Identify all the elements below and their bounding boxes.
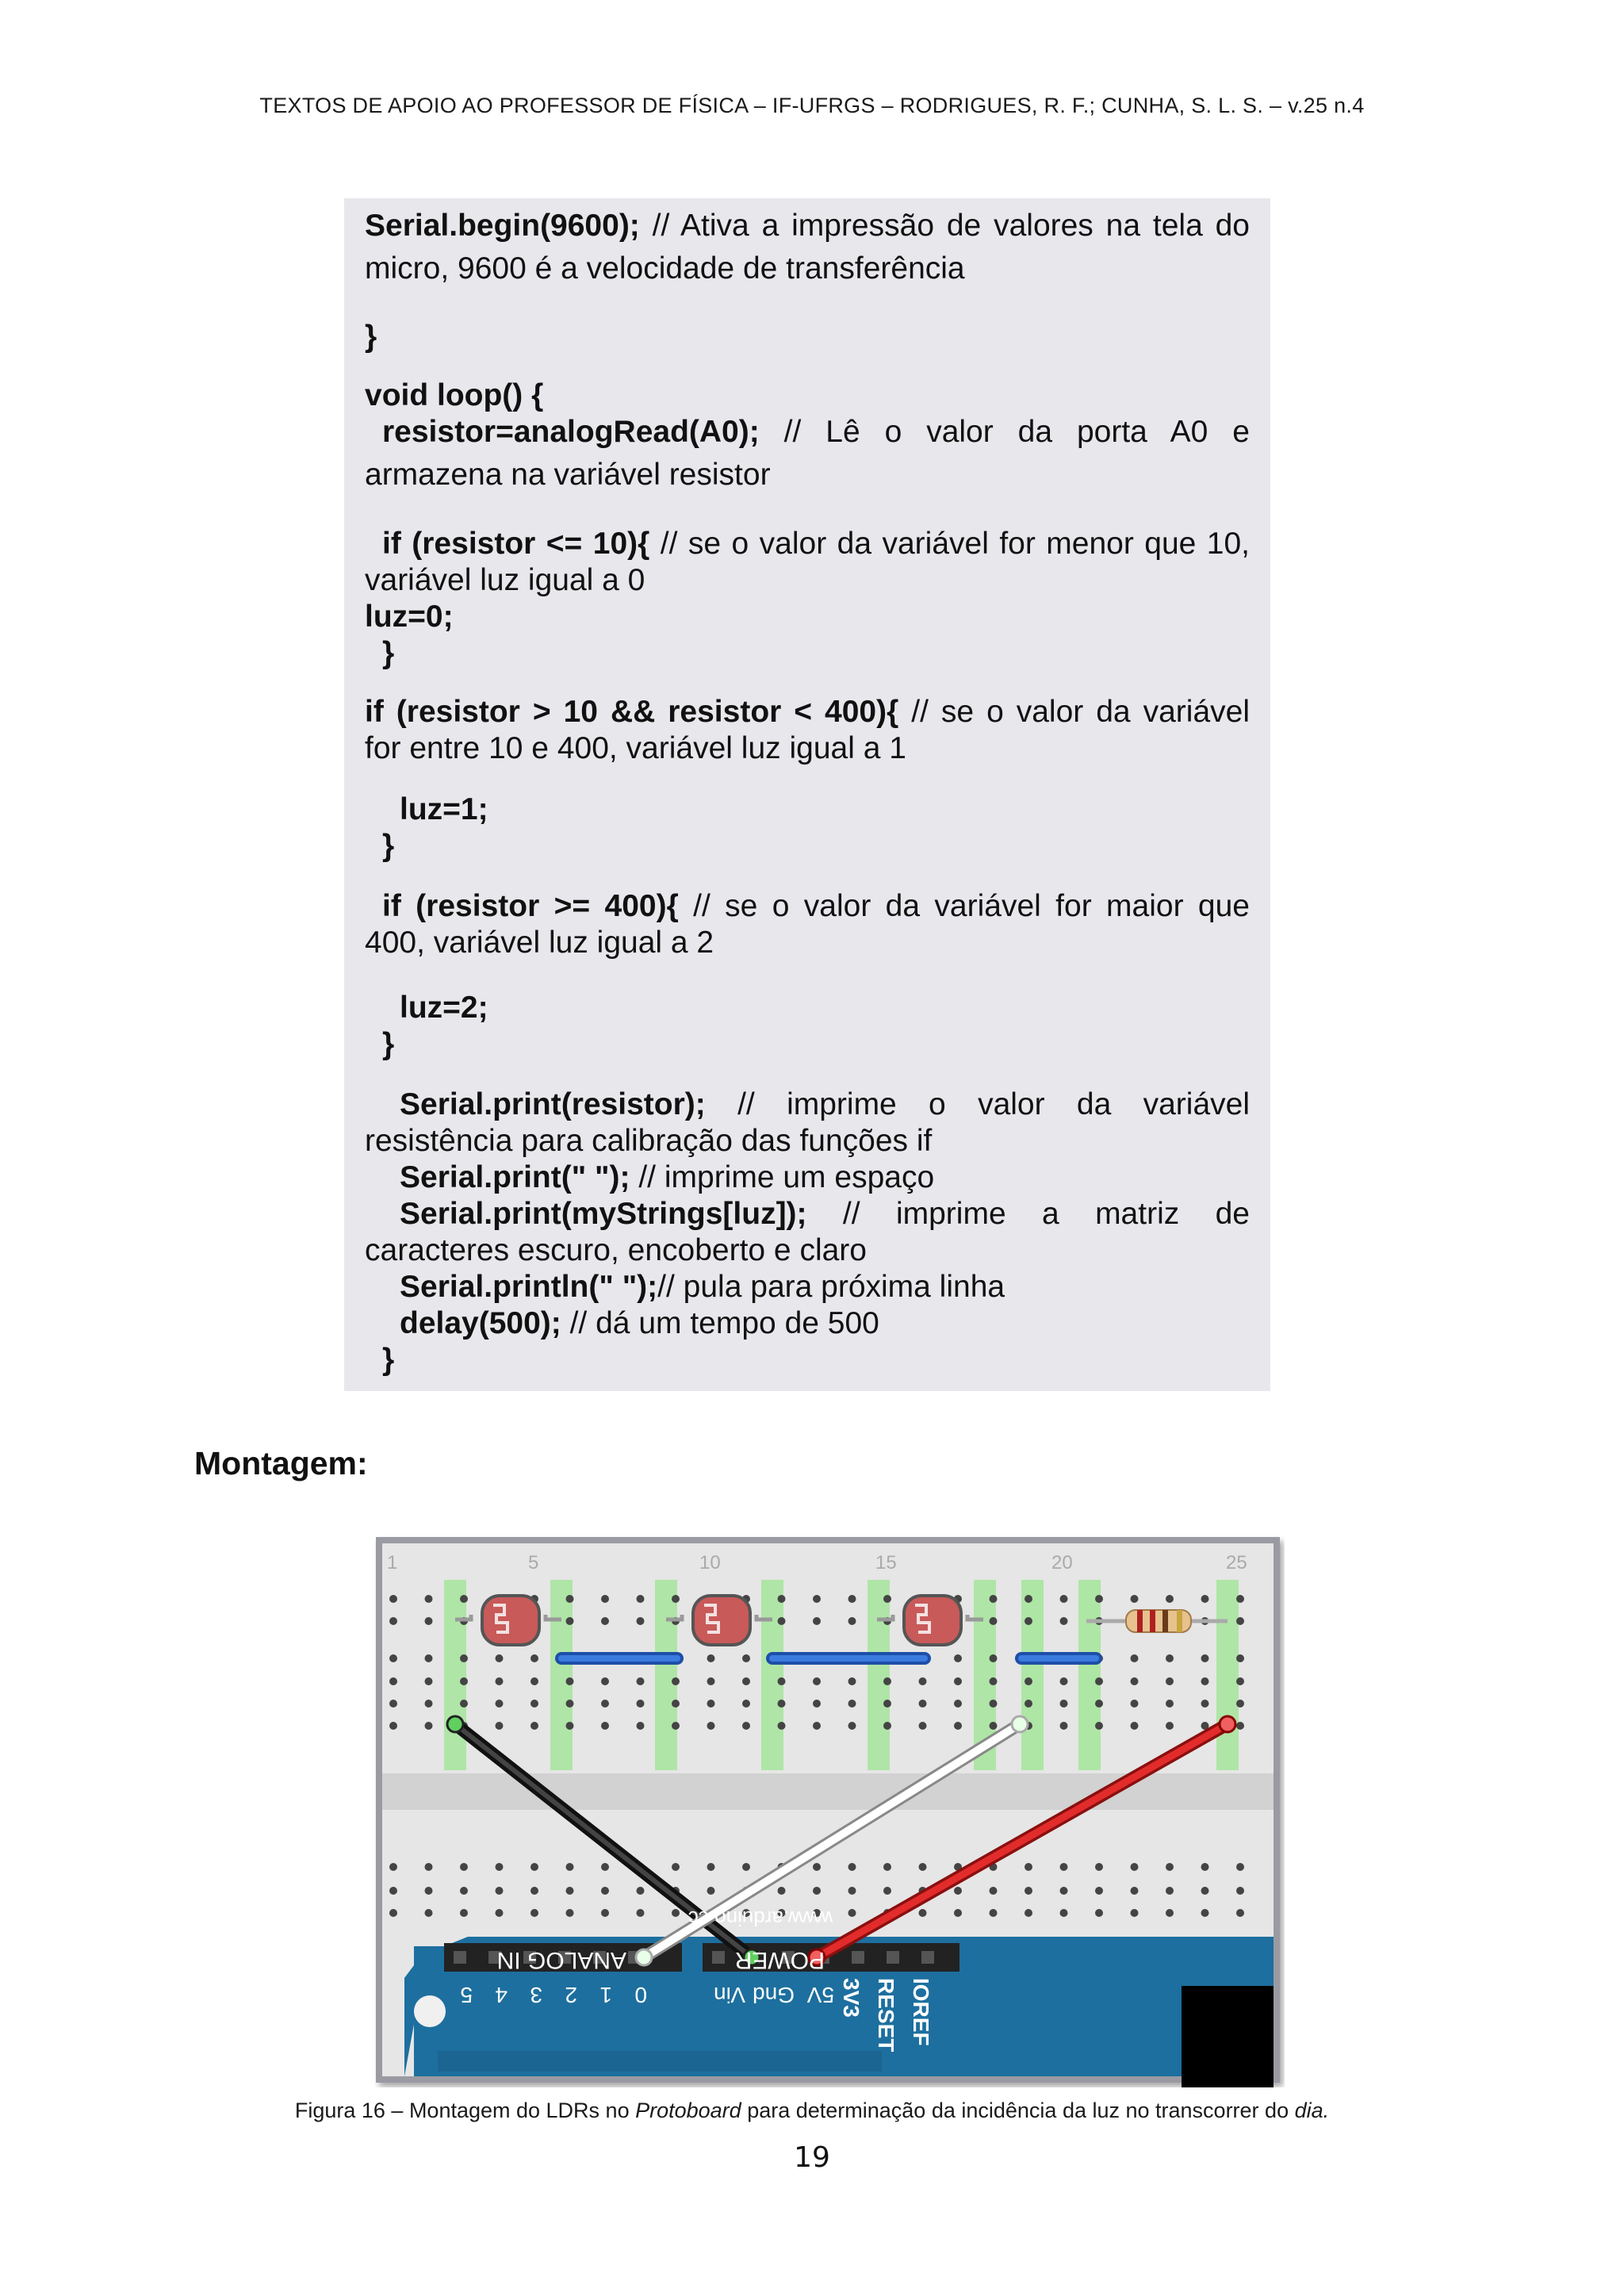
breadboard-hole xyxy=(813,1887,821,1895)
breadboard-hole xyxy=(566,1909,574,1917)
breadboard-hole xyxy=(566,1887,574,1895)
breadboard-hole xyxy=(707,1677,715,1685)
breadboard-hole xyxy=(707,1863,715,1871)
breadboard-hole xyxy=(566,1863,574,1871)
breadboard-hole xyxy=(1236,1722,1244,1730)
breadboard-hole xyxy=(813,1617,821,1625)
section-title: Montagem: xyxy=(194,1445,368,1481)
breadboard-hole xyxy=(389,1595,397,1603)
breadboard-hole xyxy=(742,1700,750,1708)
breadboard-hole xyxy=(990,1595,998,1603)
breadboard-hole xyxy=(990,1909,998,1917)
breadboard-hole xyxy=(990,1654,998,1662)
breadboard-hole xyxy=(778,1595,786,1603)
breadboard-hole xyxy=(1095,1863,1103,1871)
breadboard-hole xyxy=(1166,1909,1174,1917)
breadboard-hole xyxy=(425,1700,433,1708)
code-line: Serial.print(resistor); // imprime o valor da variável xyxy=(400,1087,1250,1121)
breadboard-hole xyxy=(389,1654,397,1662)
code-line: caracteres escuro, encoberto e claro xyxy=(365,1233,867,1267)
breadboard-hole xyxy=(707,1700,715,1708)
breadboard-hole xyxy=(1095,1677,1103,1685)
breadboard-hole xyxy=(601,1617,609,1625)
breadboard-hole xyxy=(601,1863,609,1871)
breadboard-hole xyxy=(954,1677,962,1685)
breadboard-hole xyxy=(954,1722,962,1730)
breadboard-hole xyxy=(566,1700,574,1708)
breadboard-hole xyxy=(778,1700,786,1708)
breadboard-hole xyxy=(389,1677,397,1685)
breadboard-hole xyxy=(1201,1887,1209,1895)
breadboard-hole xyxy=(389,1887,397,1895)
breadboard-hole xyxy=(566,1722,574,1730)
analog-pin-label: 5 xyxy=(460,1983,473,2007)
breadboard-hole xyxy=(460,1909,468,1917)
breadboard-hole xyxy=(566,1677,574,1685)
breadboard-hole xyxy=(742,1654,750,1662)
breadboard-hole xyxy=(1236,1887,1244,1895)
column-number: 15 xyxy=(875,1552,897,1573)
power-pin-label: RESET xyxy=(874,1978,898,2053)
breadboard-hole xyxy=(883,1722,891,1730)
power-label: POWER xyxy=(734,1947,825,1973)
breadboard-hole xyxy=(637,1887,645,1895)
breadboard-hole xyxy=(460,1887,468,1895)
breadboard-hole xyxy=(813,1595,821,1603)
breadboard-hole xyxy=(848,1700,856,1708)
breadboard-hole xyxy=(813,1700,821,1708)
breadboard-hole xyxy=(707,1654,715,1662)
breadboard-hole xyxy=(1131,1722,1139,1730)
breadboard-hole xyxy=(778,1887,786,1895)
breadboard-hole xyxy=(954,1700,962,1708)
breadboard-hole xyxy=(990,1677,998,1685)
breadboard-hole xyxy=(496,1700,504,1708)
code-line: Serial.print(" "); // imprime um espaço xyxy=(400,1160,935,1194)
power-pin-label: Vin xyxy=(714,1983,745,2007)
breadboard-hole xyxy=(389,1700,397,1708)
code-line: if (resistor >= 400){ // se o valor da variável for maior que xyxy=(382,889,1250,923)
breadboard-hole xyxy=(1166,1700,1174,1708)
code-line: luz=2; xyxy=(400,991,488,1025)
breadboard-hole xyxy=(919,1700,927,1708)
breadboard-hole xyxy=(601,1909,609,1917)
breadboard-hole xyxy=(1095,1722,1103,1730)
code-line: for entre 10 e 400, variável luz igual a 1 xyxy=(365,731,906,765)
breadboard-hole xyxy=(1131,1863,1139,1871)
breadboard-hole xyxy=(919,1909,927,1917)
power-pin-label: IOREF xyxy=(909,1978,933,2046)
breadboard-hole xyxy=(954,1887,962,1895)
breadboard-hole xyxy=(990,1617,998,1625)
code-line: } xyxy=(382,1343,395,1377)
code-line: delay(500); // dá um tempo de 500 xyxy=(400,1306,879,1340)
breadboard-illustration xyxy=(373,1534,1285,2087)
breadboard-hole xyxy=(1025,1617,1032,1625)
analog-pin-label: 0 xyxy=(634,1983,647,2007)
breadboard-hole xyxy=(425,1909,433,1917)
code-line: armazena na variável resistor xyxy=(365,458,771,492)
breadboard-hole xyxy=(425,1654,433,1662)
breadboard-hole xyxy=(1025,1700,1032,1708)
breadboard-hole xyxy=(1060,1595,1068,1603)
code-line: luz=0; xyxy=(365,600,454,634)
breadboard-hole xyxy=(1236,1909,1244,1917)
breadboard-hole xyxy=(672,1677,680,1685)
breadboard-hole xyxy=(496,1863,504,1871)
breadboard-hole xyxy=(848,1909,856,1917)
power-pin-label: 3V3 xyxy=(839,1978,864,2018)
breadboard-hole xyxy=(1025,1595,1032,1603)
breadboard-hole xyxy=(1166,1863,1174,1871)
breadboard-hole xyxy=(389,1909,397,1917)
breadboard-hole xyxy=(1236,1700,1244,1708)
code-line: Serial.println(" ");// pula para próxima linha xyxy=(400,1270,1005,1304)
code-line: void loop() { xyxy=(365,378,544,412)
code-line: Serial.begin(9600); // Ativa a impressão de valores na tela do xyxy=(365,209,1250,243)
breadboard-hole xyxy=(389,1722,397,1730)
breadboard-hole xyxy=(389,1863,397,1871)
breadboard-hole xyxy=(425,1595,433,1603)
breadboard-hole xyxy=(1060,1617,1068,1625)
breadboard-hole xyxy=(601,1722,609,1730)
breadboard-hole xyxy=(883,1595,891,1603)
breadboard-hole xyxy=(848,1617,856,1625)
breadboard-hole xyxy=(1060,1863,1068,1871)
breadboard-hole xyxy=(990,1887,998,1895)
breadboard-hole xyxy=(883,1700,891,1708)
breadboard-hole xyxy=(672,1863,680,1871)
breadboard-hole xyxy=(1131,1595,1139,1603)
breadboard-figure xyxy=(373,1534,1285,2087)
breadboard-hole xyxy=(672,1700,680,1708)
breadboard-hole xyxy=(990,1700,998,1708)
breadboard-hole xyxy=(813,1722,821,1730)
breadboard-hole xyxy=(707,1887,715,1895)
breadboard-hole xyxy=(460,1654,468,1662)
breadboard-hole xyxy=(460,1863,468,1871)
breadboard-hole xyxy=(848,1887,856,1895)
breadboard-hole xyxy=(1236,1677,1244,1685)
breadboard-hole xyxy=(919,1677,927,1685)
breadboard-hole xyxy=(637,1700,645,1708)
breadboard-hole xyxy=(1201,1654,1209,1662)
analog-in-label: ANALOG IN xyxy=(496,1947,626,1973)
code-line: variável luz igual a 0 xyxy=(365,563,645,597)
code-line: if (resistor <= 10){ // se o valor da variável for menor que 10, xyxy=(382,527,1251,561)
breadboard-hole xyxy=(425,1887,433,1895)
breadboard-hole xyxy=(601,1677,609,1685)
breadboard-hole xyxy=(1166,1722,1174,1730)
breadboard-hole xyxy=(425,1617,433,1625)
breadboard-hole xyxy=(1201,1863,1209,1871)
breadboard-hole xyxy=(389,1617,397,1625)
breadboard-hole xyxy=(707,1722,715,1730)
code-line: if (resistor > 10 && resistor < 400){ // se o valor da variável xyxy=(365,695,1250,729)
breadboard-hole xyxy=(601,1887,609,1895)
code-line: 400, variável luz igual a 2 xyxy=(365,926,714,960)
code-line: } xyxy=(365,320,377,354)
power-pin-label: Gnd xyxy=(753,1983,795,2007)
breadboard-hole xyxy=(460,1677,468,1685)
breadboard-hole xyxy=(637,1595,645,1603)
breadboard-hole xyxy=(496,1722,504,1730)
breadboard-hole xyxy=(460,1595,468,1603)
code-line: resistor=analogRead(A0); // Lê o valor da porta A0 e xyxy=(382,415,1250,449)
breadboard-hole xyxy=(496,1909,504,1917)
breadboard-hole xyxy=(742,1722,750,1730)
breadboard-hole xyxy=(1095,1700,1103,1708)
breadboard-hole xyxy=(954,1654,962,1662)
power-pin-label: 5V xyxy=(806,1983,834,2007)
breadboard-hole xyxy=(1060,1887,1068,1895)
breadboard-hole xyxy=(1201,1909,1209,1917)
breadboard-hole xyxy=(496,1887,504,1895)
analog-pin-label: 4 xyxy=(495,1983,508,2007)
breadboard-hole xyxy=(919,1722,927,1730)
column-number: 20 xyxy=(1051,1552,1073,1573)
breadboard-hole xyxy=(848,1677,856,1685)
breadboard-hole xyxy=(1095,1595,1103,1603)
breadboard-hole xyxy=(637,1677,645,1685)
breadboard-hole xyxy=(1166,1887,1174,1895)
breadboard-hole xyxy=(1201,1677,1209,1685)
breadboard-hole xyxy=(778,1677,786,1685)
breadboard-hole xyxy=(1131,1887,1139,1895)
website-label: www.arduino.cc xyxy=(688,1907,833,1930)
breadboard-hole xyxy=(637,1909,645,1917)
breadboard-hole xyxy=(1236,1863,1244,1871)
breadboard-hole xyxy=(460,1700,468,1708)
breadboard-hole xyxy=(990,1722,998,1730)
breadboard-hole xyxy=(601,1595,609,1603)
breadboard-hole xyxy=(778,1722,786,1730)
breadboard-hole xyxy=(883,1863,891,1871)
breadboard-hole xyxy=(530,1700,538,1708)
breadboard-hole xyxy=(425,1677,433,1685)
breadboard-hole xyxy=(883,1677,891,1685)
page-header: TEXTOS DE APOIO AO PROFESSOR DE FÍSICA – IF-UFRGS – RODRIGUES, R. F.; CUNHA, S. L. S. – v.25 n.4 xyxy=(259,94,1365,117)
breadboard-hole xyxy=(1060,1677,1068,1685)
breadboard-hole xyxy=(1060,1909,1068,1917)
breadboard-hole xyxy=(848,1863,856,1871)
column-number: 25 xyxy=(1226,1552,1247,1573)
analog-pin-label: 3 xyxy=(530,1983,542,2007)
breadboard-hole xyxy=(530,1722,538,1730)
breadboard-hole xyxy=(530,1887,538,1895)
code-line: Serial.print(myStrings[luz]); // imprime a matriz de xyxy=(400,1197,1250,1231)
analog-pin-label: 1 xyxy=(599,1983,612,2007)
code-listing xyxy=(344,198,1270,1391)
code-line: } xyxy=(382,829,395,863)
breadboard-hole xyxy=(1166,1654,1174,1662)
breadboard-hole xyxy=(530,1654,538,1662)
breadboard-hole xyxy=(1236,1595,1244,1603)
breadboard-hole xyxy=(425,1722,433,1730)
breadboard-hole xyxy=(1201,1595,1209,1603)
breadboard-hole xyxy=(1236,1617,1244,1625)
breadboard-hole xyxy=(637,1617,645,1625)
breadboard-hole xyxy=(813,1863,821,1871)
code-line: micro, 9600 é a velocidade de transferência xyxy=(365,251,965,286)
breadboard-hole xyxy=(778,1617,786,1625)
column-number: 5 xyxy=(528,1552,539,1573)
breadboard-hole xyxy=(1025,1909,1032,1917)
breadboard-hole xyxy=(954,1909,962,1917)
breadboard-hole xyxy=(530,1909,538,1917)
analog-pin-label: 2 xyxy=(565,1983,577,2007)
breadboard-hole xyxy=(672,1722,680,1730)
breadboard-hole xyxy=(496,1677,504,1685)
figure-caption: Figura 16 – Montagem do LDRs no Protoboard para determinação da incidência da luz no transcorrer do dia. xyxy=(294,2099,1330,2122)
breadboard-hole xyxy=(1236,1654,1244,1662)
breadboard-hole xyxy=(1025,1863,1032,1871)
column-number: 10 xyxy=(699,1552,721,1573)
code-line: resistência para calibração das funções if xyxy=(365,1124,933,1158)
breadboard-hole xyxy=(566,1595,574,1603)
breadboard-hole xyxy=(1060,1700,1068,1708)
page-number: 19 xyxy=(794,2141,830,2174)
code-line: luz=1; xyxy=(400,792,488,826)
breadboard-hole xyxy=(742,1677,750,1685)
code-line: } xyxy=(382,636,395,670)
breadboard-hole xyxy=(1166,1677,1174,1685)
breadboard-hole xyxy=(496,1654,504,1662)
breadboard-hole xyxy=(742,1863,750,1871)
breadboard-hole xyxy=(530,1863,538,1871)
breadboard-hole xyxy=(1095,1887,1103,1895)
breadboard-hole xyxy=(530,1677,538,1685)
breadboard-hole xyxy=(1131,1700,1139,1708)
breadboard-hole xyxy=(1131,1909,1139,1917)
breadboard-hole xyxy=(566,1617,574,1625)
breadboard-hole xyxy=(1201,1700,1209,1708)
breadboard-hole xyxy=(1166,1595,1174,1603)
breadboard-hole xyxy=(672,1595,680,1603)
breadboard-hole xyxy=(848,1722,856,1730)
breadboard-hole xyxy=(1131,1654,1139,1662)
breadboard-hole xyxy=(672,1909,680,1917)
breadboard-hole xyxy=(1131,1677,1139,1685)
breadboard-hole xyxy=(637,1722,645,1730)
breadboard-hole xyxy=(1025,1887,1032,1895)
breadboard-hole xyxy=(601,1700,609,1708)
breadboard-hole xyxy=(919,1863,927,1871)
breadboard-hole xyxy=(1060,1722,1068,1730)
breadboard-hole xyxy=(848,1595,856,1603)
breadboard-hole xyxy=(425,1863,433,1871)
breadboard-hole xyxy=(883,1887,891,1895)
breadboard-hole xyxy=(813,1677,821,1685)
column-number: 1 xyxy=(387,1552,398,1573)
code-line: } xyxy=(382,1027,395,1061)
breadboard-hole xyxy=(1025,1677,1032,1685)
breadboard-hole xyxy=(1095,1909,1103,1917)
